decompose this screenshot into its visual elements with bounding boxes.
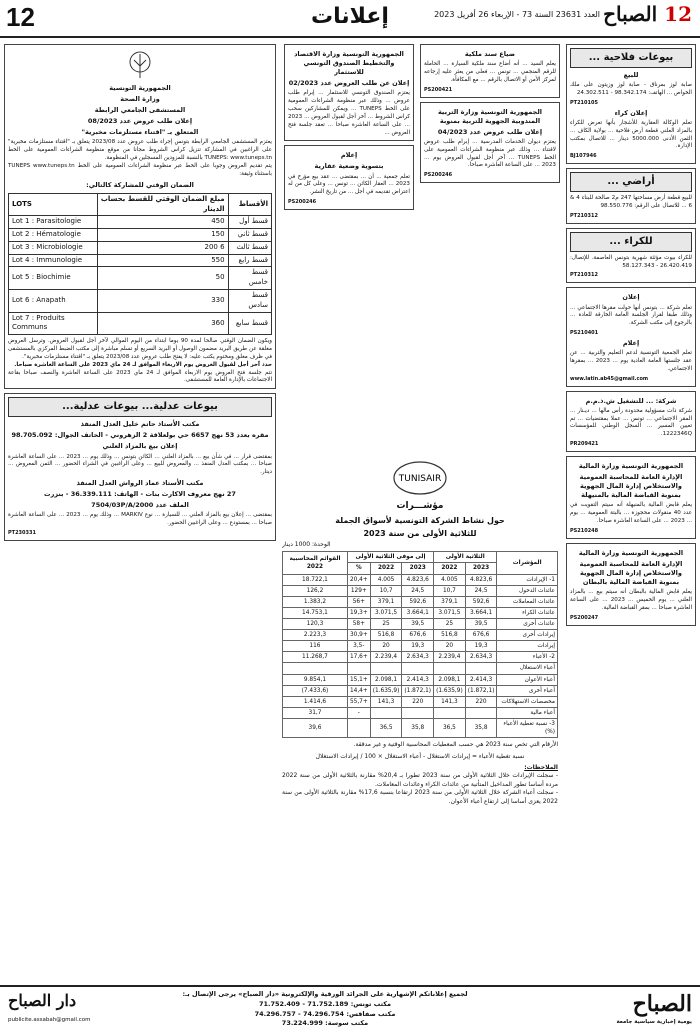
cell-fin: 14.753,1	[283, 607, 348, 618]
cell-c23: 676,6	[402, 630, 434, 641]
judicial-text5: بمقتضى ... إعلان بيع بالمزاد العلني ... للسيارة ... نوع MARKIV ... وذلك يوم ... 2023 ... على الساعة العاشرة صباحا ... بمستودع ... وعلى الراغبين الحضور.	[8, 512, 272, 527]
hdr-financial: القوائم المحاسبية 2022	[283, 552, 348, 574]
table-row	[283, 619, 558, 630]
cell-q22: (1.635,9)	[434, 685, 466, 696]
cell-q22: 25	[434, 619, 466, 630]
cell-c23: 35,8	[402, 719, 434, 738]
table-row	[283, 652, 558, 663]
cell-c23: 3.664,1	[402, 607, 434, 618]
health-title4: المتعلق بـ "اقتناء مستلزمات مخبرية"	[81, 128, 199, 137]
cell-c22: 25	[370, 619, 402, 630]
cell-pct: +17,6	[347, 652, 370, 663]
cell-label: مخصصات الاستهلاكات	[497, 696, 558, 707]
cell-q22	[434, 663, 466, 674]
footer-office1: مكتب تونس: 71.752.189 - 71.752.409	[258, 999, 392, 1008]
notice-text: تعلم شركة ... بتونس أنها حولت مقرها الاجتماعي ... وذلك طبقا لقرار الجلسة العامة الخارقة للعادة ... بالرجوع إلى مكتب الشركة.	[570, 304, 692, 327]
judicial-ref: PT230331	[8, 529, 36, 536]
judicial-text2: بمقتضى قرار ... في شأن بيع ... بالمزاد العلني ... الكائن بتونس ... وذلك يوم ... 2023 ... على الساعة العاشرة صباحا ... بمكتب العدل المنفذ ... والمعروض للبيع ... وعلى الراغبين في الشراء الحضور ... الثمن المعروض ... دينار.	[8, 453, 272, 476]
indicators-table	[282, 551, 558, 738]
judicial-sub: إعلان بيع بالمزاد العلني	[102, 442, 178, 451]
footer-main: لجميع إعلاناتكم الإشهارية على الجرائد الورقية والإلكترونية «دار الصباح» يرجى الإتصال بـ:	[182, 990, 468, 998]
health-deadline: حدد آخر أجل لقبول العروض يوم الاربعاء الموافق لـ 24 ماي 2023 على الساعة العاشرة صباحا.	[14, 361, 272, 368]
table-row	[283, 707, 558, 718]
cell-q23: 2.634,3	[465, 652, 497, 663]
cell-c23: 4.823,6	[402, 574, 434, 585]
cell-label: إيرادات أخرى	[497, 630, 558, 641]
cell-q22: 2.239,4	[434, 652, 466, 663]
judicial-text4: الملف عدد 7504/03P/A/2000	[91, 501, 189, 510]
cell-c23: 39,5	[402, 619, 434, 630]
cell-q23: (1.872,1)	[465, 685, 497, 696]
lot-name: Lot 1 : Parasitologie	[9, 216, 98, 229]
remark-2: - سجلت أعباء الشركة خلال الثلاثية الأولى من سنة 2023 ارتفاعا بنسبة 17,6% مقارنة بالثلاثية الأولى من سنة 2022 يعزى أساسا إلى ارتفاع أعباء الأعوان.	[282, 789, 558, 805]
unit-label: الوحدة: 1000 دينار	[282, 540, 331, 548]
column-3	[284, 44, 414, 454]
cell-fin: (7.433,6)	[283, 685, 348, 696]
cell-c22: 2.239,4	[370, 652, 402, 663]
lost-title-ad	[420, 44, 560, 98]
fund-text: يعتزم الصندوق التونسي للاستثمار ... إبرام طلب عروض ... وذلك عبر منظومة الشراءات العمومية على الخط TUNEPS ... ويمكن للمشاركين سحب كراس الشروط ... آخر أجل لقبول العروض ... 2023 ... على الساعة العاشرة صباحا ... تعقد جلسة فتح العروض ...	[288, 90, 411, 136]
cell-q23: 3.664,1	[465, 607, 497, 618]
property-title: إعلام	[340, 151, 358, 160]
education-ad	[420, 102, 560, 184]
cell-fin: 31,7	[283, 707, 348, 718]
remark-1: - سجلت الإيرادات خلال الثلاثية الأولى من سنة 2023 تطورا بـ 20,4% مقارنة بالثلاثية الأولى من سنة 2022 مرده أساسا تطور المداخيل المتأتية من عائدات الكراء وعائدات المعاملات.	[282, 772, 558, 788]
cell-label: أعباء الأعوان	[497, 674, 558, 685]
cell-fin: 9.854,1	[283, 674, 348, 685]
rent-title: إعلان كراء	[614, 108, 648, 117]
cell-c23: 2.634,3	[402, 652, 434, 663]
hdr-indicators: المؤشرات	[497, 552, 558, 574]
cell-label: أعباء الاستغلال	[497, 663, 558, 674]
cell-q22: 379,1	[434, 596, 466, 607]
fund-ad	[284, 44, 414, 141]
cell-fin: 11.268,7	[283, 652, 348, 663]
issue-line: العدد 23631 السنة 73 - الإربعاء 26 أفريل 2023	[434, 10, 600, 19]
column-left	[4, 44, 276, 979]
cell-fin: 18.722,1	[283, 574, 348, 585]
lot-name: Lot 7 : Produits Communs	[9, 312, 98, 335]
lot-section: قسط ثاني	[228, 229, 271, 242]
education-sub: إعلان طلب عروض عدد 04/2023	[437, 127, 543, 136]
cell-pct	[347, 663, 370, 674]
health-title2: المستشفى الجامعي الرابطة	[94, 106, 186, 115]
cell-c23	[402, 707, 434, 718]
gov2-ref: PS200247	[570, 614, 599, 621]
gov2-title: الجمهورية التونسية وزارة المالية	[578, 548, 684, 557]
inform-title: إعلام	[622, 339, 640, 348]
cell-fin: 39,6	[283, 719, 348, 738]
cell-q22: 141,3	[434, 696, 466, 707]
footer-office2: مكتب صفاقس: 74.296.754 - 74.296.757	[254, 1009, 396, 1018]
agri-ref: PT210105	[570, 99, 598, 106]
health-opening: تتم جلسة فتح العروض يوم الاربعاء الموافق لـ 24 ماي 2023 على الساعة العاشرة والنصف صباحا بقاعة الاجتماعات بالإدارة العامة للمستشفى.	[8, 369, 272, 384]
footer-contact	[90, 990, 560, 1029]
cell-q22: 20	[434, 641, 466, 652]
lot-name: Lot 5 : Biochimie	[9, 267, 98, 290]
footer-office3: مكتب سوسة: 73.224.999	[281, 1019, 369, 1028]
lot-amount: 150	[97, 229, 228, 242]
education-ref: PS200246	[424, 172, 453, 179]
cell-c22: 3.071,5	[370, 607, 402, 618]
lot-amount: 360	[97, 312, 228, 335]
remarks-title: الملاحظات:	[524, 764, 558, 771]
cell-q23	[465, 707, 497, 718]
cell-pct: -3,5	[347, 641, 370, 652]
cell-pct: +30,9	[347, 630, 370, 641]
masthead-logo: 12 الصباح	[603, 2, 692, 26]
indicators-block	[282, 458, 558, 978]
gov1-sub: الإدارة العامة للمحاسبة العمومية والاستخلاص إدارة المال الجهوية بمنوبة القباضة المالية بالمنيهلة	[579, 473, 683, 500]
cell-q23: 4.823,6	[465, 574, 497, 585]
land-ref: PT210312	[570, 212, 598, 219]
hdr-cum: إلى موفى الثلاثية الأولى	[347, 552, 433, 563]
table-row	[283, 696, 558, 707]
company-text: شركة ذات مسؤولية محدودة رأس مالها ... ديـنار ... المقر الاجتماعي ... تونس ... عملا بمقتضيات ... تم تعيين المسير ... السجل الوطني للمؤسسات 1222346Q.	[570, 407, 692, 438]
health-intro: يعتزم المستشفى الجامعي الرابطة بتونس إجراء طلب عروض عدد 2023/08 يتعلق بـ "اقتناء مستلزمات مخبرية" على الراغبين في المشاركة تنزيل كراس الشروط مجانا من موقع منظومة الشراءات العمومية على الخط TUNEPS: www.tuneps.tn بالنسبة للمزودين المسجلين في المنظومة.	[8, 139, 272, 162]
company-title: شركة: ... للتشغيل ش.ذ.م.م	[585, 396, 677, 405]
indicators-body	[283, 574, 558, 738]
indicators-sub2: للثلاثية الأولى من سنة 2023	[363, 528, 477, 538]
cell-c23: 220	[402, 696, 434, 707]
lot-section: قسط أول	[228, 216, 271, 229]
hdr-2023: 2023	[465, 563, 497, 574]
indicators-title: مؤشـــرات	[396, 501, 444, 511]
cell-pct	[347, 719, 370, 738]
cell-pct: +55,7	[347, 696, 370, 707]
cell-label: عائدات الكراء	[497, 607, 558, 618]
cell-q22	[434, 707, 466, 718]
judicial-office: مكتب الأستاذ حاتم خليل العدل المنفذ	[80, 420, 200, 429]
cell-fin	[283, 663, 348, 674]
land-title: أراضي ...	[570, 172, 692, 192]
table-row	[283, 574, 558, 585]
cell-c22: 4.005	[370, 574, 402, 585]
indicators-sub: حول نشاط الشركة التونسية لأسواق الجملة	[335, 515, 505, 525]
page-header	[0, 0, 700, 38]
lot-section: قسط رابع	[228, 254, 271, 267]
lost-text: يعلم السيد ... أنه أضاع سند ملكية السيارة ... الحاملة للرقم المنجمي ... تونس ... فعلى من يعثر عليه إرجاعه لمركز الأمن أو الاتصال بالرقم ... مع المكافأة.	[424, 61, 556, 83]
cell-q22: 4.005	[434, 574, 466, 585]
table-row	[283, 719, 558, 738]
cell-pct: -	[347, 707, 370, 718]
cell-label: عائدات أخرى	[497, 619, 558, 630]
table-row	[9, 312, 272, 335]
fund-title: الجمهورية التونسية وزارة الاقتصاد والتخطيط الصندوق التونسي للاستثمار	[294, 50, 404, 77]
health-logo-caption: الجمهورية التونسية	[109, 84, 171, 92]
cell-q23: 19,3	[465, 641, 497, 652]
table-row	[9, 216, 272, 229]
health-note: يتم تقديم العروض وجوبا على الخط عبر منظومة الشراءات العمومية على الخط TUNEPS www.tuneps.tn باستثناء وثيقة:	[8, 162, 272, 177]
kira-ref: PT210312	[570, 272, 598, 279]
cell-c22: 20	[370, 641, 402, 652]
judicial-text1: مقره بعدد 53 نهج 6657 حي بولعلاقة 2 الزهروني - الحاتف الجوال: 98.705.092	[11, 431, 269, 440]
judicial-office2: مكتب الأستاذ عماد الرواش العدل المنفذ	[76, 479, 204, 487]
formula-note: الأرقام التي تخص سنة 2023 هي حسب المعطيات المحاسبية الوقتية و غير مدققة.	[353, 741, 558, 749]
cell-pct: +15,1	[347, 674, 370, 685]
gov2-ad	[566, 543, 696, 626]
footer-logo-left: دار الصباح	[8, 991, 77, 1010]
cell-fin: 120,3	[283, 619, 348, 630]
republic-emblem-icon	[123, 48, 157, 82]
judicial-title: بيوعات عدلية... بيوعات عدلية...	[8, 397, 272, 417]
cell-c22: (1.635,9)	[370, 685, 402, 696]
hdr-2022: 2022	[370, 563, 402, 574]
cell-label: أعباء مالية	[497, 707, 558, 718]
table-row	[283, 607, 558, 618]
cell-q22: 10,7	[434, 585, 466, 596]
lot-amount: 330	[97, 290, 228, 313]
notice-ref: PS210401	[570, 330, 599, 337]
lot-name: Lot 4 : Immunologie	[9, 254, 98, 267]
lots-header-section: الأقساط	[228, 193, 271, 216]
land-text: للبيع قطعة أرض مساحتها 247 م2 صالحة للبناء 4 & 6 ... للاتصال على الرقم: 98.550.776	[570, 195, 693, 209]
cell-q23: 39,5	[465, 619, 497, 630]
cell-c23: 2.414,3	[402, 674, 434, 685]
lot-amount: 50	[97, 267, 228, 290]
kira-ad	[566, 228, 696, 284]
column-classifieds	[566, 44, 696, 979]
cell-c22	[370, 663, 402, 674]
health-body: ويكون الضمان الوقتي صالحا لمدة 90 يوما ابتداء من اليوم الموالي لآخر أجل لقبول العروض. وترسل العروض مغلقة عن طريق البريد مضمون الوصول أو البريد السريع أو تسلم مباشرة إلى مكتب الضبط المركزي بالمستشفى في ظرف مغلق ومختوم يكتب عليه: لا يفتح طلب عروض عدد 2023/08 يتعلق بـ "اقتناء مستلزمات مخبرية".	[8, 338, 273, 360]
gov1-title: الجمهورية التونسية وزارة المالية	[578, 462, 684, 471]
lot-amount: 550	[97, 254, 228, 267]
cell-c22	[370, 707, 402, 718]
cell-c22: 10,7	[370, 585, 402, 596]
lot-amount: 450	[97, 216, 228, 229]
masthead-text: الصباح	[603, 2, 658, 26]
page-footer	[0, 985, 700, 1030]
cell-fin: 1.383,2	[283, 596, 348, 607]
cell-label: إيرادات	[497, 641, 558, 652]
education-title: الجمهورية التونسية وزارة التربية المندوبية الجهوية للتربية بمنوبة	[437, 107, 543, 125]
table-row	[9, 267, 272, 290]
table-row	[9, 254, 272, 267]
lot-section: قسط خامس	[228, 267, 271, 290]
gov2-sub: الإدارة العامة للمحاسبة العمومية والاستخلاص إدارة المال الجهوية بمنوبة القباضة المالية بالبطان	[579, 559, 683, 587]
kira-text: للكراء بيوت مؤثثة شهرية بتونس العاصمة. للإتصال: 26.420.419 - 58.127.343	[570, 254, 692, 269]
company-ad	[566, 391, 696, 452]
property-ref: PS200246	[288, 199, 317, 206]
lot-section: قسط ثالث	[228, 241, 271, 254]
table-row	[9, 241, 272, 254]
cell-pct: +58	[347, 619, 370, 630]
table-row	[283, 585, 558, 596]
section-title: إعلانات	[311, 4, 389, 29]
cell-label: أعباء أخرى	[497, 685, 558, 696]
company-logo-icon	[390, 458, 450, 498]
notice-ad	[566, 287, 696, 386]
lots-header-amount: مبلغ الضمان الوقتي للقسط بحساب الدينار	[97, 193, 228, 216]
cell-q23	[465, 663, 497, 674]
cell-q23: 35,8	[465, 719, 497, 738]
cell-label: عائدات الدخول	[497, 585, 558, 596]
company-ref: PR209421	[570, 441, 599, 448]
hdr-q1: الثلاثية الأولى	[434, 552, 497, 563]
hdr-2022: 2022	[434, 563, 466, 574]
cell-c23: 24,5	[402, 585, 434, 596]
lost-ref: PS200421	[424, 86, 453, 93]
rent-text: تعلم الوكالة العقارية للأشجار بأنها تعرض للكراء بالمزاد العلني قطعة أرض فلاحية ... بولاية الكاف ... الثمن الأدنى 5000.000 دينار ... للاتصال بمكتب الإدارة.	[570, 119, 692, 150]
column-2	[420, 44, 560, 454]
cell-pct: +20,4	[347, 574, 370, 585]
gov2-text: يعلم قابض المالية بالبطان أنه سيتم بيع ... بالمزاد العلني ... يوم الخميس ... 2023 ... على الساعة العاشرة صباحا ... بمقر القباضة المالية.	[570, 589, 692, 611]
cell-fin: 126,2	[283, 585, 348, 596]
gov1-text: يعلم قابض المالية بالمنيهلة أنه سيتم التفويت في عدد 40 منقولات محجوزة ... بالبتة العمومية ... يوم ... 2023 ... على الساعة العاشرة صباحا.	[570, 502, 692, 525]
cell-c22: 516,8	[370, 630, 402, 641]
table-row	[283, 596, 558, 607]
property-text: تعلم جمعية ... أن ... بمقتضى ... عقد بيع مؤرخ في 2023 ... العقار الكائن ... تونس ... وعلى كل من له اعتراض تقديمه في أجل ... من تاريخ النشر.	[288, 173, 410, 196]
cell-pct: +56	[347, 596, 370, 607]
cell-q22: 3.071,5	[434, 607, 466, 618]
cell-c22: 379,1	[370, 596, 402, 607]
cell-pct: +129	[347, 585, 370, 596]
notice-title: إعلان	[622, 293, 640, 302]
cell-fin: 2.223,3	[283, 630, 348, 641]
agri-text: صابة لوز بمرناق - صابة لوز وزيتون على ملك الخواص ... الهاتف: 98.342.174 - 24.302.511	[570, 82, 692, 96]
page-number: 12	[6, 2, 35, 32]
lost-title: ضياع سند ملكية	[464, 50, 516, 58]
lot-name: Lot 2 : Hématologie	[9, 229, 98, 242]
cell-q23: 676,6	[465, 630, 497, 641]
lot-section: قسط سابع	[228, 312, 271, 335]
fund-sub: إعلان عن طلب العروض عدد 02/2023	[288, 79, 410, 88]
gov1-ref: PS210248	[570, 527, 599, 534]
cell-q23: 2.414,3	[465, 674, 497, 685]
judicial-sales-ad	[4, 393, 276, 541]
health-title3: إعلان طلب عروض عدد 08/2023	[87, 117, 193, 126]
table-row	[283, 641, 558, 652]
cell-q23: 592,6	[465, 596, 497, 607]
lots-table	[8, 193, 272, 336]
judicial-text3: 27 نهج معروف الاكارث بنات - الهاتف: 36.339.111 - بنزرت	[44, 490, 236, 499]
lot-amount: 6 200	[97, 241, 228, 254]
lot-name: Lot 3 : Microbiologie	[9, 241, 98, 254]
cell-c22: 2.098,1	[370, 674, 402, 685]
kira-title: للكراء ...	[570, 232, 692, 252]
footer-logo-right: الصباح	[632, 991, 692, 1017]
cell-c23: 592,6	[402, 596, 434, 607]
cell-c23: 19,3	[402, 641, 434, 652]
hdr-2023: 2023	[402, 563, 434, 574]
footer-email: publicite.assabah@gmail.com	[8, 1017, 91, 1023]
property-sub: بتسوية وضعية عقارية	[314, 162, 384, 171]
table-row	[283, 674, 558, 685]
table-row	[9, 290, 272, 313]
cell-label: 2- الأعباء	[497, 652, 558, 663]
land-ad	[566, 168, 696, 224]
cell-fin: 1.414,6	[283, 696, 348, 707]
cell-q23: 220	[465, 696, 497, 707]
table-row	[9, 229, 272, 242]
rent-ref: BJ107946	[570, 153, 597, 160]
lots-table-caption: الضمان الوقتي للمشاركة كالتالي:	[86, 180, 194, 189]
cell-c22: 36,5	[370, 719, 402, 738]
inform-ref: www.latin.ab45@gmail.com	[570, 375, 649, 382]
cell-q22: 516,8	[434, 630, 466, 641]
lots-header-name: LOTS	[9, 193, 98, 216]
cell-fin: 116	[283, 641, 348, 652]
education-text: يعتزم ديوان الخدمات المدرسية ... إبرام طلب عروض لاقتناء ... وذلك عبر منظومة الشراءات العمومية على الخط TUNEPS ... آخر أجل لقبول العروض يوم ... 2023 ... على الساعة العاشرة صباحا.	[424, 138, 556, 169]
cell-q22: 2.098,1	[434, 674, 466, 685]
formula: نسبة تغطية الأعباء = إيرادات الاستغلال - أعباء الاستغلال × 100 / إيرادات الاستغلال	[315, 752, 525, 760]
table-row	[283, 685, 558, 696]
table-row	[283, 630, 558, 641]
inform-text: تعلم الجمعية التونسية لدعم التعليم والتربية ... عن عقد جلستها العامة العادية يوم ... 2023 ... بمقرها الاجتماعي.	[570, 350, 692, 372]
cell-q23: 24,5	[465, 585, 497, 596]
property-ad	[284, 145, 414, 210]
cell-pct: +14,4	[347, 685, 370, 696]
table-row	[283, 663, 558, 674]
hdr-pct: %	[347, 563, 370, 574]
logo-text: TUNISAIR	[398, 474, 442, 484]
agri-ad	[566, 44, 696, 164]
cell-label: عائدات المعاملات	[497, 596, 558, 607]
agri-title: بيوعات فلاحية ...	[570, 48, 692, 68]
footer-logo-sub: يومية إخبارية سياسية جامعة	[616, 1019, 692, 1025]
cell-c23: (1.872,1)	[402, 685, 434, 696]
cell-label: 1- الإيرادات	[497, 574, 558, 585]
cell-q22: 36,5	[434, 719, 466, 738]
agri-sub: للبيع	[623, 71, 639, 79]
health-title1: وزارة الصحة	[120, 95, 160, 104]
cell-label: 3- نسبة تغطية الأعباء (%)	[497, 719, 558, 738]
cell-c23	[402, 663, 434, 674]
lot-name: Lot 6 : Anapath	[9, 290, 98, 313]
gov1-ad	[566, 456, 696, 539]
lot-section: قسط سادس	[228, 290, 271, 313]
cell-c22: 141,3	[370, 696, 402, 707]
health-tender-ad	[4, 44, 276, 389]
cell-pct: +19,3	[347, 607, 370, 618]
